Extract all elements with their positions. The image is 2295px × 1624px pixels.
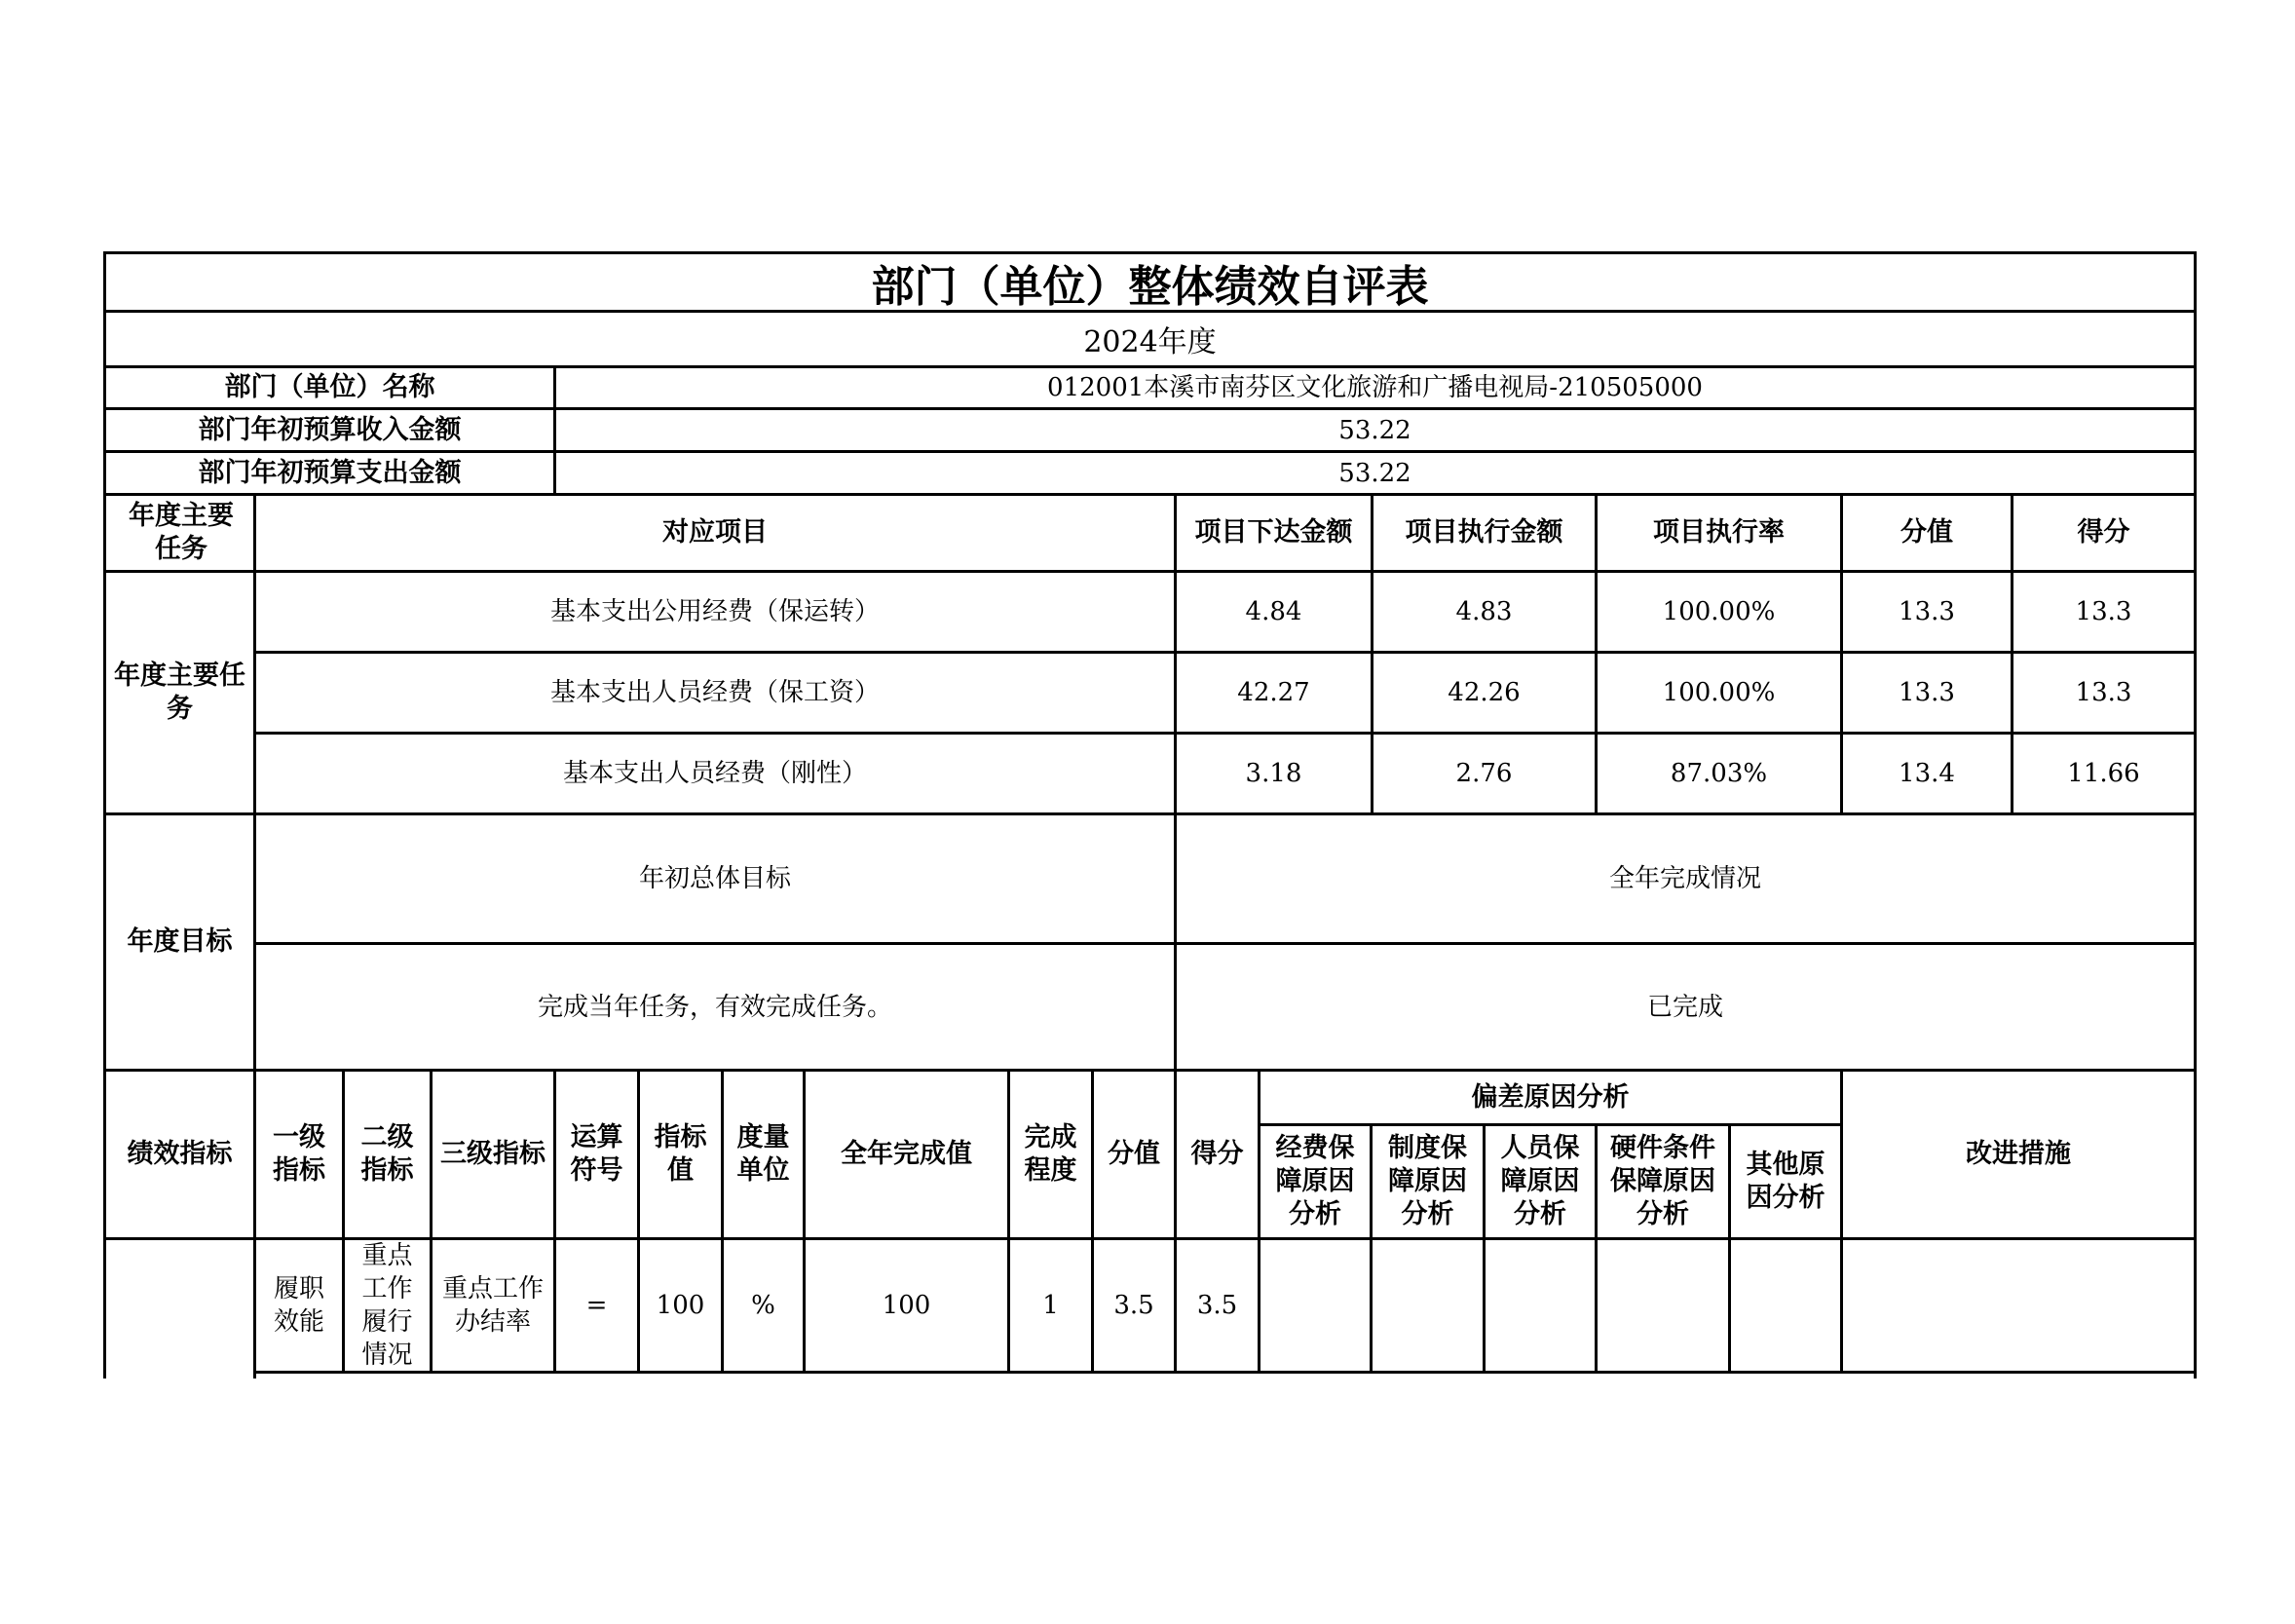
tasks-header-project: 对应项目 bbox=[662, 517, 768, 548]
tasks-header-allocated: 项目下达金额 bbox=[1194, 517, 1353, 548]
indicators-header-level3: 三级指标 bbox=[440, 1139, 546, 1169]
task-executed: 42.26 bbox=[1448, 678, 1521, 707]
budget-expense-label: 部门年初预算支出金额 bbox=[198, 457, 462, 488]
indicators-header-score-value: 分值 bbox=[1108, 1139, 1160, 1169]
task-allocated: 4.84 bbox=[1245, 597, 1302, 626]
indicators-header-other: 其他原因分析 bbox=[1746, 1150, 1825, 1213]
goals-completion-header: 全年完成情况 bbox=[1608, 864, 1761, 893]
indicators-header-target: 指标值 bbox=[654, 1122, 707, 1186]
task-score: 13.3 bbox=[2075, 678, 2132, 707]
indicators-header-actual: 全年完成值 bbox=[841, 1139, 972, 1169]
tasks-header-label: 年度主要任务 bbox=[129, 501, 234, 564]
budget-expense-value: 53.22 bbox=[1338, 458, 1411, 488]
indicator-level1: 履职效能 bbox=[273, 1274, 324, 1337]
task-allocated: 42.27 bbox=[1237, 678, 1310, 707]
task-rate: 100.00% bbox=[1662, 597, 1776, 626]
indicators-label: 绩效指标 bbox=[127, 1139, 233, 1169]
dept-name-value: 012001本溪市南芬区文化旅游和广播电视局-210505000 bbox=[1047, 373, 1703, 402]
indicators-header-score: 得分 bbox=[1190, 1139, 1244, 1169]
task-score-value: 13.3 bbox=[1899, 597, 1955, 626]
task-project: 基本支出人员经费（保工资） bbox=[549, 678, 880, 707]
tasks-header-score: 得分 bbox=[2077, 517, 2130, 548]
fiscal-year: 2024年度 bbox=[1083, 325, 1217, 359]
indicators-header-improvement: 改进措施 bbox=[1966, 1139, 2071, 1169]
indicators-header-personnel: 人员保障原因分析 bbox=[1500, 1133, 1580, 1229]
goals-initial-value: 完成当年任务，有效完成任务。 bbox=[537, 992, 892, 1022]
task-score-value: 13.4 bbox=[1899, 759, 1955, 788]
indicator-level2: 重点工作履行情况 bbox=[361, 1241, 413, 1370]
tasks-header-rate: 项目执行率 bbox=[1653, 517, 1785, 548]
task-executed: 2.76 bbox=[1455, 759, 1513, 788]
tasks-header-score-value: 分值 bbox=[1900, 517, 1953, 548]
indicator-level3: 重点工作办结率 bbox=[441, 1274, 544, 1337]
tasks-header-executed: 项目执行金额 bbox=[1405, 517, 1563, 548]
indicator-operator: = bbox=[585, 1291, 608, 1320]
dept-name-label: 部门（单位）名称 bbox=[224, 372, 435, 402]
indicator-score-value: 3.5 bbox=[1113, 1291, 1154, 1320]
indicators-header-unit: 度量单位 bbox=[736, 1122, 790, 1186]
indicators-header-degree: 完成程度 bbox=[1024, 1122, 1077, 1186]
task-project: 基本支出人员经费（刚性） bbox=[562, 759, 867, 788]
task-rate: 87.03% bbox=[1670, 759, 1768, 788]
indicators-header-hardware: 硬件条件保障原因分析 bbox=[1610, 1133, 1715, 1229]
task-score: 11.66 bbox=[2067, 759, 2140, 788]
task-score-value: 13.3 bbox=[1899, 678, 1955, 707]
goals-initial-header: 年初总体目标 bbox=[638, 864, 791, 893]
indicator-actual: 100 bbox=[882, 1291, 931, 1320]
indicator-degree: 1 bbox=[1042, 1291, 1059, 1320]
task-allocated: 3.18 bbox=[1245, 759, 1302, 788]
row-line bbox=[253, 1371, 2197, 1374]
indicators-header-level2: 二级指标 bbox=[360, 1122, 414, 1186]
indicators-header-system: 制度保障原因分析 bbox=[1388, 1133, 1467, 1229]
goals-completion-value: 已完成 bbox=[1646, 992, 1723, 1022]
indicator-target: 100 bbox=[656, 1291, 705, 1320]
indicators-header-operator: 运算符号 bbox=[570, 1122, 623, 1186]
tasks-group-label: 年度主要任务 bbox=[114, 661, 245, 724]
task-rate: 100.00% bbox=[1662, 678, 1776, 707]
budget-income-label: 部门年初预算收入金额 bbox=[198, 414, 462, 445]
indicators-header-level1: 一级指标 bbox=[273, 1122, 325, 1186]
task-project: 基本支出公用经费（保运转） bbox=[549, 597, 880, 626]
task-score: 13.3 bbox=[2075, 597, 2132, 626]
goals-label: 年度目标 bbox=[127, 926, 233, 957]
page-title: 部门（单位）整体绩效自评表 bbox=[871, 261, 1429, 310]
indicators-header-deviation: 偏差原因分析 bbox=[1471, 1081, 1630, 1113]
indicators-header-funding: 经费保障原因分析 bbox=[1275, 1133, 1355, 1229]
task-executed: 4.83 bbox=[1455, 597, 1513, 626]
indicator-score: 3.5 bbox=[1196, 1291, 1238, 1320]
indicator-unit: % bbox=[751, 1291, 775, 1320]
budget-income-value: 53.22 bbox=[1338, 415, 1411, 445]
